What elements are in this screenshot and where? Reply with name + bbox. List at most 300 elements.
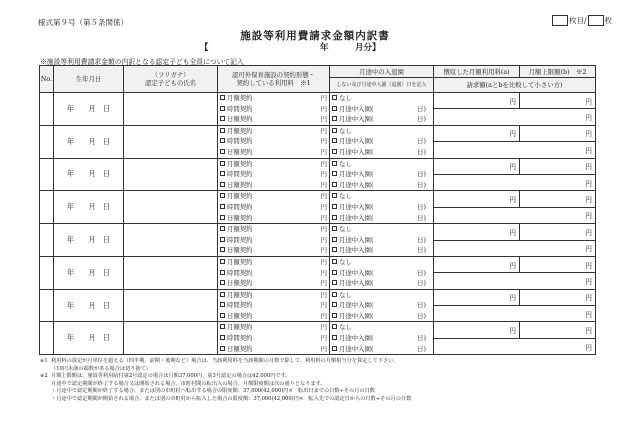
enroll-none-option[interactable]	[330, 322, 433, 333]
contract-option-label: 日額契約	[227, 311, 253, 320]
fee-a-field[interactable]	[434, 158, 520, 174]
checkbox[interactable]	[220, 226, 225, 231]
contract-fee-yen: 円	[320, 170, 327, 179]
contract-options	[218, 289, 330, 322]
footnote-text: 利用料の設定が月単位を超える（四半期、前期・後期など）場合は、当該利用料を当該期間の月数で除して、利用料の月額相当分を算定して下さい。	[51, 358, 399, 364]
col-limit-b: 月額上限額(b) ※2	[520, 66, 596, 78]
row-no[interactable]	[40, 224, 54, 257]
checkbox[interactable]	[332, 95, 337, 100]
table-row	[40, 224, 596, 240]
birthdate-field[interactable]	[54, 191, 124, 224]
birthdate-field[interactable]	[54, 256, 124, 289]
table-row	[40, 289, 596, 305]
enroll-in-day: 日)	[417, 104, 426, 113]
enroll-out-label: 月途中入園(	[339, 311, 374, 320]
birthdate-field[interactable]	[54, 158, 124, 191]
checkbox[interactable]	[332, 270, 337, 275]
enroll-in-day: 日)	[417, 268, 426, 277]
enroll-none-label: なし	[339, 257, 352, 266]
contract-option[interactable]	[218, 126, 329, 137]
contract-option-label: 月額契約	[227, 323, 253, 332]
table-row	[40, 93, 596, 109]
checkbox[interactable]	[220, 106, 225, 111]
document-title: 施設等利用費請求金額内訳書	[240, 30, 390, 42]
enroll-in-label: 月途中入園(	[339, 235, 374, 244]
birth-year-label: 年	[66, 300, 75, 310]
fee-a-yen: 円	[509, 130, 516, 139]
footnote-line	[40, 373, 600, 381]
checkbox[interactable]	[220, 247, 225, 252]
checkbox[interactable]	[332, 161, 337, 166]
checkbox[interactable]	[332, 292, 337, 297]
contract-fee-yen: 円	[320, 279, 327, 288]
birth-day-label: 日	[102, 202, 111, 212]
enroll-out-label: 月途中入園(	[339, 147, 374, 156]
enroll-in-label: 月途中入園(	[339, 301, 374, 310]
row-no[interactable]	[40, 125, 54, 158]
checkbox[interactable]	[332, 204, 337, 209]
enrollment-options	[330, 224, 434, 257]
checkbox[interactable]	[332, 182, 337, 187]
enroll-none-label: なし	[339, 323, 352, 332]
checkbox[interactable]	[220, 237, 225, 242]
claim-yen: 円	[585, 310, 592, 319]
instruction-note: ※施設等利用費請求金額の内訳となる認定子ども全員について記入	[40, 58, 244, 66]
birth-year-label: 年	[66, 267, 75, 277]
page-number-box[interactable]	[552, 15, 568, 26]
fee-a-field[interactable]	[434, 322, 520, 338]
contract-fee-yen: 円	[320, 126, 327, 135]
checkbox[interactable]	[332, 106, 337, 111]
checkbox[interactable]	[332, 116, 337, 121]
checkbox[interactable]	[220, 128, 225, 133]
checkbox[interactable]	[332, 128, 337, 133]
col-name-label: 認定子どもの氏名	[144, 79, 197, 87]
claim-yen: 円	[585, 245, 592, 254]
table-row	[40, 158, 596, 174]
checkbox[interactable]	[332, 237, 337, 242]
contract-option-label: 時間契約	[227, 334, 253, 343]
enroll-in-option[interactable]	[330, 202, 433, 213]
contract-option[interactable]	[218, 191, 329, 202]
birth-year-label: 年	[66, 235, 75, 245]
contract-fee-yen: 円	[320, 115, 327, 124]
enroll-out-day: 日)	[417, 279, 426, 288]
birth-year-label: 年	[66, 169, 75, 179]
contract-option[interactable]	[218, 257, 329, 268]
checkbox[interactable]	[332, 193, 337, 198]
birth-month-label: 月	[88, 235, 96, 245]
enroll-none-option[interactable]	[330, 191, 433, 202]
contract-option-label: 月額契約	[227, 159, 253, 168]
contract-options	[218, 93, 330, 126]
enroll-in-option[interactable]	[330, 104, 433, 115]
child-name-field[interactable]	[124, 256, 218, 289]
enrollment-options	[330, 289, 434, 322]
enroll-out-option[interactable]	[330, 311, 433, 322]
footnote-text: 月途中で認定期間が終了する場合又は開始される場合、市町村間の転出入の場合、月額限度額は次の通りとなります。	[51, 380, 326, 387]
checkbox[interactable]	[332, 138, 337, 143]
table-row	[40, 191, 596, 207]
enroll-none-option[interactable]	[330, 159, 433, 170]
fee-a-field[interactable]	[434, 191, 520, 207]
contract-fee-yen: 円	[320, 159, 327, 168]
birth-day-label: 日	[102, 333, 111, 343]
limit-b-yen: 円	[585, 228, 592, 237]
fee-a-field[interactable]	[434, 93, 520, 109]
contract-option[interactable]	[218, 180, 329, 191]
contract-option-label: 日額契約	[227, 147, 253, 156]
child-name-field[interactable]	[124, 289, 218, 322]
claim-yen: 円	[585, 277, 592, 286]
child-name-field[interactable]	[124, 224, 218, 257]
enroll-out-option[interactable]	[330, 213, 433, 224]
claim-yen: 円	[585, 212, 592, 221]
checkbox[interactable]	[332, 313, 337, 318]
enroll-none-option[interactable]	[330, 290, 433, 301]
fee-a-field[interactable]	[434, 256, 520, 272]
enrollment-options	[330, 93, 434, 126]
contract-option[interactable]	[218, 202, 329, 213]
col-enrollment: 月途中の入退園	[330, 66, 434, 78]
claim-yen: 円	[585, 146, 592, 155]
enroll-out-label: 月途中入園(	[339, 213, 374, 222]
checkbox[interactable]	[220, 302, 225, 307]
contract-fee-yen: 円	[320, 235, 327, 244]
contract-option-label: 日額契約	[227, 344, 253, 353]
page-total-box[interactable]	[588, 15, 604, 26]
contract-option[interactable]	[218, 169, 329, 180]
contract-option-label: 月額契約	[227, 257, 253, 266]
birthdate-field[interactable]	[54, 125, 124, 158]
enroll-in-option[interactable]	[330, 333, 433, 344]
fee-a-field[interactable]	[434, 125, 520, 141]
contract-fee-yen: 円	[320, 344, 327, 353]
row-no[interactable]	[40, 256, 54, 289]
col-contract-line1: 認可外保育施設の契約形態・	[231, 71, 316, 79]
contract-fee-yen: 円	[320, 104, 327, 113]
enroll-in-label: 月途中入園(	[339, 104, 374, 113]
enroll-none-label: なし	[339, 290, 352, 299]
checkbox[interactable]	[220, 138, 225, 143]
child-name-field[interactable]	[124, 191, 218, 224]
child-name-field[interactable]	[124, 93, 218, 126]
footnote-text: ・月途中で認定期間が終了する場合、または別の市町村へ転出する場合の限度額：37,000(42,000)円× 転出日までの日数÷その月の日数	[51, 388, 375, 395]
enroll-in-option[interactable]	[330, 268, 433, 279]
contract-fee-yen: 円	[320, 246, 327, 255]
enroll-in-option[interactable]	[330, 169, 433, 180]
enroll-out-day: 日)	[417, 180, 426, 189]
enroll-out-day: 日)	[417, 115, 426, 124]
contract-fee-yen: 円	[320, 137, 327, 146]
enroll-out-option[interactable]	[330, 114, 433, 125]
footnotes	[40, 358, 600, 404]
checkbox[interactable]	[220, 193, 225, 198]
checkbox[interactable]	[220, 313, 225, 318]
contract-option[interactable]	[218, 114, 329, 125]
claim-amount-field[interactable]	[434, 338, 596, 354]
contract-option[interactable]	[218, 147, 329, 158]
birth-month-label: 月	[88, 333, 96, 343]
checkbox[interactable]	[220, 171, 225, 176]
enroll-in-label: 月途中入園(	[339, 170, 374, 179]
enroll-out-day: 日)	[417, 311, 426, 320]
claim-amount-field[interactable]	[434, 240, 596, 256]
enroll-in-option[interactable]	[330, 300, 433, 311]
birth-day-label: 日	[102, 136, 111, 146]
checkbox[interactable]	[332, 302, 337, 307]
col-birthdate: 生年月日	[54, 66, 124, 93]
limit-b-field[interactable]	[520, 322, 596, 338]
checkbox[interactable]	[220, 182, 225, 187]
checkbox[interactable]	[220, 335, 225, 340]
contract-option-label: 時間契約	[227, 104, 253, 113]
contract-option[interactable]	[218, 278, 329, 289]
checkbox[interactable]	[332, 171, 337, 176]
enroll-out-option[interactable]	[330, 180, 433, 191]
checkbox[interactable]	[332, 226, 337, 231]
claim-amount-field[interactable]	[434, 109, 596, 125]
enroll-out-label: 月途中入園(	[339, 344, 374, 353]
fee-a-field[interactable]	[434, 224, 520, 240]
enroll-out-day: 日)	[417, 147, 426, 156]
enroll-none-label: なし	[339, 94, 352, 102]
period-month: 月分】	[355, 43, 381, 53]
checkbox[interactable]	[220, 161, 225, 166]
enroll-none-label: なし	[339, 126, 352, 135]
footnote-line	[40, 358, 600, 366]
enroll-in-day: 日)	[417, 202, 426, 211]
enroll-in-option[interactable]	[330, 235, 433, 246]
checkbox[interactable]	[332, 259, 337, 264]
checkbox[interactable]	[332, 247, 337, 252]
enroll-out-day: 日)	[417, 246, 426, 255]
enroll-in-day: 日)	[417, 170, 426, 179]
enroll-none-option[interactable]	[330, 257, 433, 268]
row-no[interactable]	[40, 322, 54, 355]
limit-b-field[interactable]	[520, 289, 596, 305]
row-no[interactable]	[40, 289, 54, 322]
period-year: 年	[320, 43, 329, 53]
fee-a-yen: 円	[509, 163, 516, 172]
child-name-field[interactable]	[124, 125, 218, 158]
contract-fee-yen: 円	[320, 334, 327, 343]
footnote-line	[40, 388, 600, 396]
claim-amount-field[interactable]	[434, 142, 596, 158]
enroll-none-option[interactable]	[330, 93, 433, 104]
contract-option[interactable]	[218, 333, 329, 344]
contract-fee-yen: 円	[320, 202, 327, 211]
enroll-out-option[interactable]	[330, 147, 433, 158]
row-no[interactable]	[40, 158, 54, 191]
contract-option-label: 時間契約	[227, 137, 253, 146]
contract-option[interactable]	[218, 344, 329, 355]
contract-option[interactable]	[218, 311, 329, 322]
fee-a-yen: 円	[509, 97, 516, 106]
contract-option[interactable]	[218, 224, 329, 235]
checkbox[interactable]	[220, 149, 225, 154]
checkbox[interactable]	[332, 149, 337, 154]
claim-yen: 円	[585, 114, 592, 123]
contract-option[interactable]	[218, 322, 329, 333]
enroll-none-option[interactable]	[330, 224, 433, 235]
col-furigana: （フリガナ）	[151, 71, 190, 79]
checkbox[interactable]	[220, 116, 225, 121]
claim-amount-field[interactable]	[434, 207, 596, 223]
checkbox[interactable]	[332, 335, 337, 340]
contract-option[interactable]	[218, 213, 329, 224]
col-no: No.	[40, 66, 54, 93]
col-enrollment-sub: しない及び月途中入園（退園）日を記入	[330, 78, 434, 93]
checkbox[interactable]	[332, 215, 337, 220]
contract-option[interactable]	[218, 104, 329, 115]
fee-a-yen: 円	[509, 261, 516, 270]
birth-month-label: 月	[88, 202, 96, 212]
contract-option-label: 時間契約	[227, 170, 253, 179]
enroll-none-label: なし	[339, 225, 352, 234]
enroll-out-option[interactable]	[330, 278, 433, 289]
child-name-field[interactable]	[124, 158, 218, 191]
contract-option-label: 月額契約	[227, 225, 253, 234]
birth-day-label: 日	[102, 103, 111, 113]
birthdate-field[interactable]	[54, 224, 124, 257]
contract-option[interactable]	[218, 235, 329, 246]
checkbox[interactable]	[220, 270, 225, 275]
col-contract-line2: 契約している利用料 ※1	[236, 79, 311, 87]
col-claim: 請求額(aとbを比較して小さい方)	[434, 78, 596, 93]
contract-option-label: 日額契約	[227, 213, 253, 222]
claim-amount-field[interactable]	[434, 273, 596, 289]
limit-b-field[interactable]	[520, 224, 596, 240]
footnote-text: 月額上限額は、施設等利用給付第2号認定の場合は月額37,000円、第3号認定の場合は42,000円です。	[51, 373, 291, 380]
enroll-out-label: 月途中入園(	[339, 246, 374, 255]
checkbox[interactable]	[332, 280, 337, 285]
limit-b-field[interactable]	[520, 256, 596, 272]
contract-options	[218, 256, 330, 289]
fee-a-yen: 円	[509, 196, 516, 205]
checkbox[interactable]	[220, 346, 225, 351]
col-child-name	[124, 66, 218, 93]
checkbox[interactable]	[220, 259, 225, 264]
enrollment-options	[330, 191, 434, 224]
birth-year-label: 年	[66, 103, 75, 113]
row-no[interactable]	[40, 191, 54, 224]
table-row	[40, 125, 596, 141]
enroll-out-label: 月途中入園(	[339, 180, 374, 189]
checkbox[interactable]	[220, 95, 225, 100]
enroll-in-day: 日)	[417, 301, 426, 310]
birth-day-label: 日	[102, 169, 111, 179]
limit-b-field[interactable]	[520, 125, 596, 141]
limit-b-field[interactable]	[520, 191, 596, 207]
col-fee-a: 徴収した月額利用料(a)	[434, 66, 520, 78]
contract-fee-yen: 円	[320, 192, 327, 201]
contract-fee-yen: 円	[320, 94, 327, 102]
birthdate-field[interactable]	[54, 322, 124, 355]
contract-option[interactable]	[218, 245, 329, 256]
claim-yen: 円	[585, 343, 592, 352]
contract-option-label: 時間契約	[227, 301, 253, 310]
footnote-line	[40, 396, 600, 404]
enroll-in-day: 日)	[417, 334, 426, 343]
limit-b-yen: 円	[585, 327, 592, 336]
contract-fee-yen: 円	[320, 147, 327, 156]
page-slash: /	[583, 16, 587, 25]
contract-option[interactable]	[218, 159, 329, 170]
checkbox[interactable]	[332, 324, 337, 329]
row-no[interactable]	[40, 93, 54, 126]
enroll-in-label: 月途中入園(	[339, 268, 374, 277]
checkbox[interactable]	[220, 324, 225, 329]
limit-b-yen: 円	[585, 196, 592, 205]
enroll-in-day: 日)	[417, 137, 426, 146]
claim-amount-field[interactable]	[434, 174, 596, 190]
contract-option[interactable]	[218, 268, 329, 279]
contract-fee-yen: 円	[320, 268, 327, 277]
enroll-none-label: なし	[339, 192, 352, 201]
contract-options	[218, 158, 330, 191]
contract-options	[218, 224, 330, 257]
contract-fee-yen: 円	[320, 257, 327, 266]
checkbox[interactable]	[332, 346, 337, 351]
checkbox[interactable]	[220, 204, 225, 209]
contract-options	[218, 322, 330, 355]
limit-b-yen: 円	[585, 163, 592, 172]
enroll-in-option[interactable]	[330, 136, 433, 147]
birth-month-label: 月	[88, 136, 96, 146]
table-row	[40, 322, 596, 338]
period-bracket: 【	[200, 43, 209, 53]
enroll-none-label: なし	[339, 159, 352, 168]
enroll-out-day: 日)	[417, 344, 426, 353]
checkbox[interactable]	[220, 280, 225, 285]
table-body	[40, 93, 596, 355]
claim-yen: 円	[585, 179, 592, 188]
enroll-out-label: 月途中入園(	[339, 115, 374, 124]
enroll-none-option[interactable]	[330, 126, 433, 137]
birth-day-label: 日	[102, 235, 111, 245]
birthdate-field[interactable]	[54, 289, 124, 322]
contract-fee-yen: 円	[320, 225, 327, 234]
limit-b-field[interactable]	[520, 93, 596, 109]
checkbox[interactable]	[220, 215, 225, 220]
contract-option-label: 月額契約	[227, 192, 253, 201]
page-suffix: 枚目	[568, 16, 584, 25]
child-name-field[interactable]	[124, 322, 218, 355]
limit-b-field[interactable]	[520, 158, 596, 174]
enroll-out-option[interactable]	[330, 245, 433, 256]
enroll-out-day: 日)	[417, 213, 426, 222]
fee-a-field[interactable]	[434, 289, 520, 305]
contract-option-label: 時間契約	[227, 268, 253, 277]
birth-year-label: 年	[66, 202, 75, 212]
contract-option[interactable]	[218, 136, 329, 147]
contract-option-label: 日額契約	[227, 279, 253, 288]
enrollment-options	[330, 125, 434, 158]
form-number: 様式第９号（第５条関係）	[38, 18, 128, 27]
enrollment-options	[330, 322, 434, 355]
contract-option-label: 時間契約	[227, 202, 253, 211]
contract-option[interactable]	[218, 290, 329, 301]
checkbox[interactable]	[220, 292, 225, 297]
footnote-mark: ※1	[40, 358, 48, 364]
birthdate-field[interactable]	[54, 93, 124, 126]
enroll-out-option[interactable]	[330, 344, 433, 355]
table-row	[40, 256, 596, 272]
contract-option[interactable]	[218, 300, 329, 311]
claim-amount-field[interactable]	[434, 306, 596, 322]
contract-option[interactable]	[218, 93, 329, 104]
